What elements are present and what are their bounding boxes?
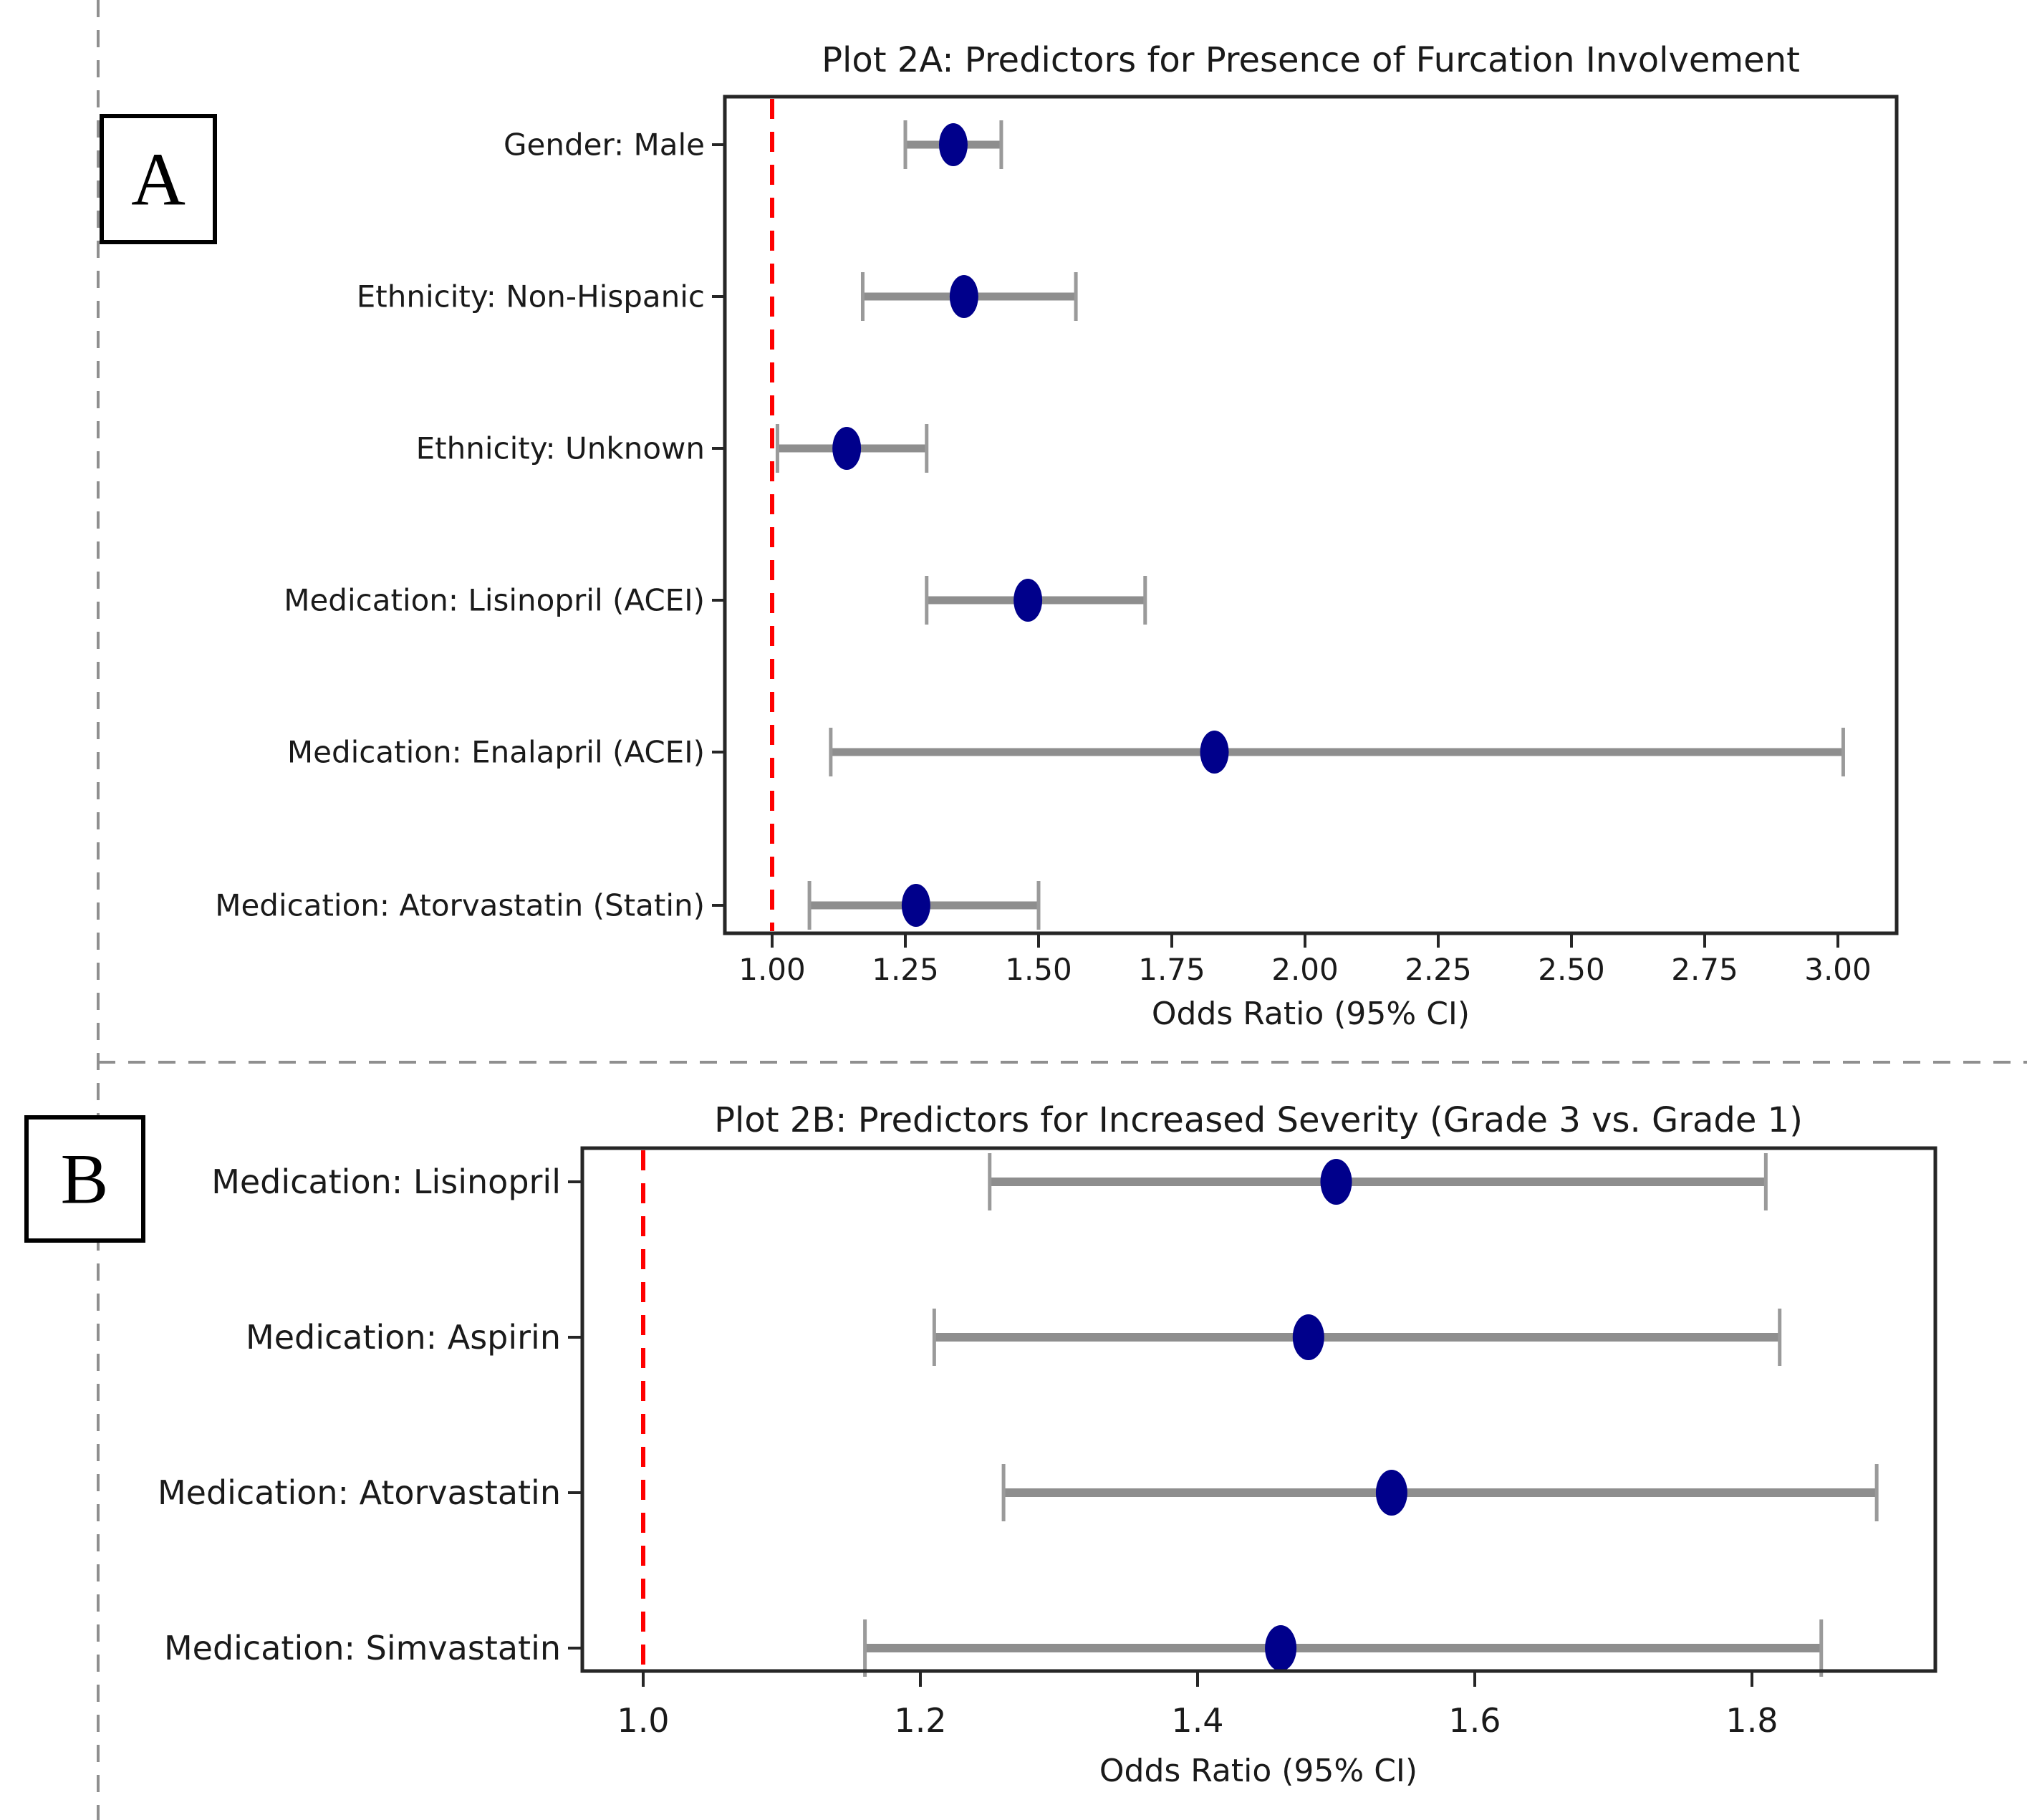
x-tick-label: 1.8	[1725, 1701, 1778, 1740]
plot-a-title: Plot 2A: Predictors for Presence of Furcation Involvement	[822, 40, 1800, 80]
category-label: Medication: Simvastatin	[163, 1629, 561, 1667]
forest-row	[215, 881, 1039, 930]
axes-frame	[582, 1148, 1935, 1671]
point-marker	[1265, 1625, 1296, 1671]
forest-row	[287, 728, 1844, 776]
point-marker	[1293, 1314, 1324, 1360]
forest-row	[246, 1309, 1780, 1366]
point-marker	[939, 123, 968, 166]
point-marker	[1200, 731, 1229, 774]
x-tick-label: 2.00	[1271, 952, 1339, 987]
panel-a-letter: A	[131, 137, 186, 221]
forest-row	[158, 1464, 1877, 1521]
category-label: Ethnicity: Non-Hispanic	[356, 279, 705, 314]
panel-b-letter: B	[60, 1139, 109, 1219]
x-tick-label: 1.2	[894, 1701, 947, 1740]
plot-b-title: Plot 2B: Predictors for Increased Severity (Grade 3 vs. Grade 1)	[714, 1100, 1803, 1140]
plot-a	[215, 97, 1897, 987]
point-marker	[1376, 1470, 1407, 1516]
forest-row	[211, 1153, 1766, 1210]
x-tick-label: 1.50	[1005, 952, 1072, 987]
forest-row	[357, 272, 1076, 321]
forest-row	[504, 120, 1001, 169]
forest-row	[284, 576, 1145, 625]
x-tick-label: 2.50	[1538, 952, 1605, 987]
category-label: Gender: Male	[503, 127, 705, 163]
category-label: Medication: Atorvastatin	[157, 1473, 561, 1512]
x-tick-label: 1.00	[738, 952, 806, 987]
axes-frame	[725, 97, 1897, 933]
category-label: Medication: Lisinopril	[211, 1162, 561, 1201]
category-label: Medication: Atorvastatin (Statin)	[215, 887, 705, 923]
x-tick-label: 1.25	[872, 952, 939, 987]
x-tick-label: 1.6	[1448, 1701, 1501, 1740]
forest-row	[164, 1619, 1821, 1677]
x-tick-label: 1.75	[1138, 952, 1205, 987]
point-marker	[1014, 579, 1042, 622]
x-tick-label: 2.75	[1671, 952, 1738, 987]
x-tick-label: 1.4	[1171, 1701, 1224, 1740]
panel-b-label-box	[27, 1117, 143, 1241]
point-marker	[1321, 1159, 1352, 1205]
point-marker	[950, 275, 978, 318]
plot-b	[158, 1148, 1935, 1740]
panel-a-label-box	[102, 116, 215, 242]
category-label: Medication: Enalapril (ACEI)	[287, 734, 705, 770]
category-label: Ethnicity: Unknown	[415, 430, 705, 466]
plot-b-xaxis-title: Odds Ratio (95% CI)	[1099, 1753, 1418, 1789]
category-label: Medication: Aspirin	[246, 1318, 561, 1357]
category-label: Medication: Lisinopril (ACEI)	[284, 582, 705, 618]
point-marker	[832, 427, 861, 470]
x-tick-label: 2.25	[1405, 952, 1472, 987]
point-marker	[902, 884, 930, 927]
plot-a-xaxis-title: Odds Ratio (95% CI)	[1151, 996, 1470, 1032]
x-tick-label: 3.00	[1804, 952, 1872, 987]
x-tick-label: 1.0	[617, 1701, 670, 1740]
forest-row	[416, 424, 927, 473]
